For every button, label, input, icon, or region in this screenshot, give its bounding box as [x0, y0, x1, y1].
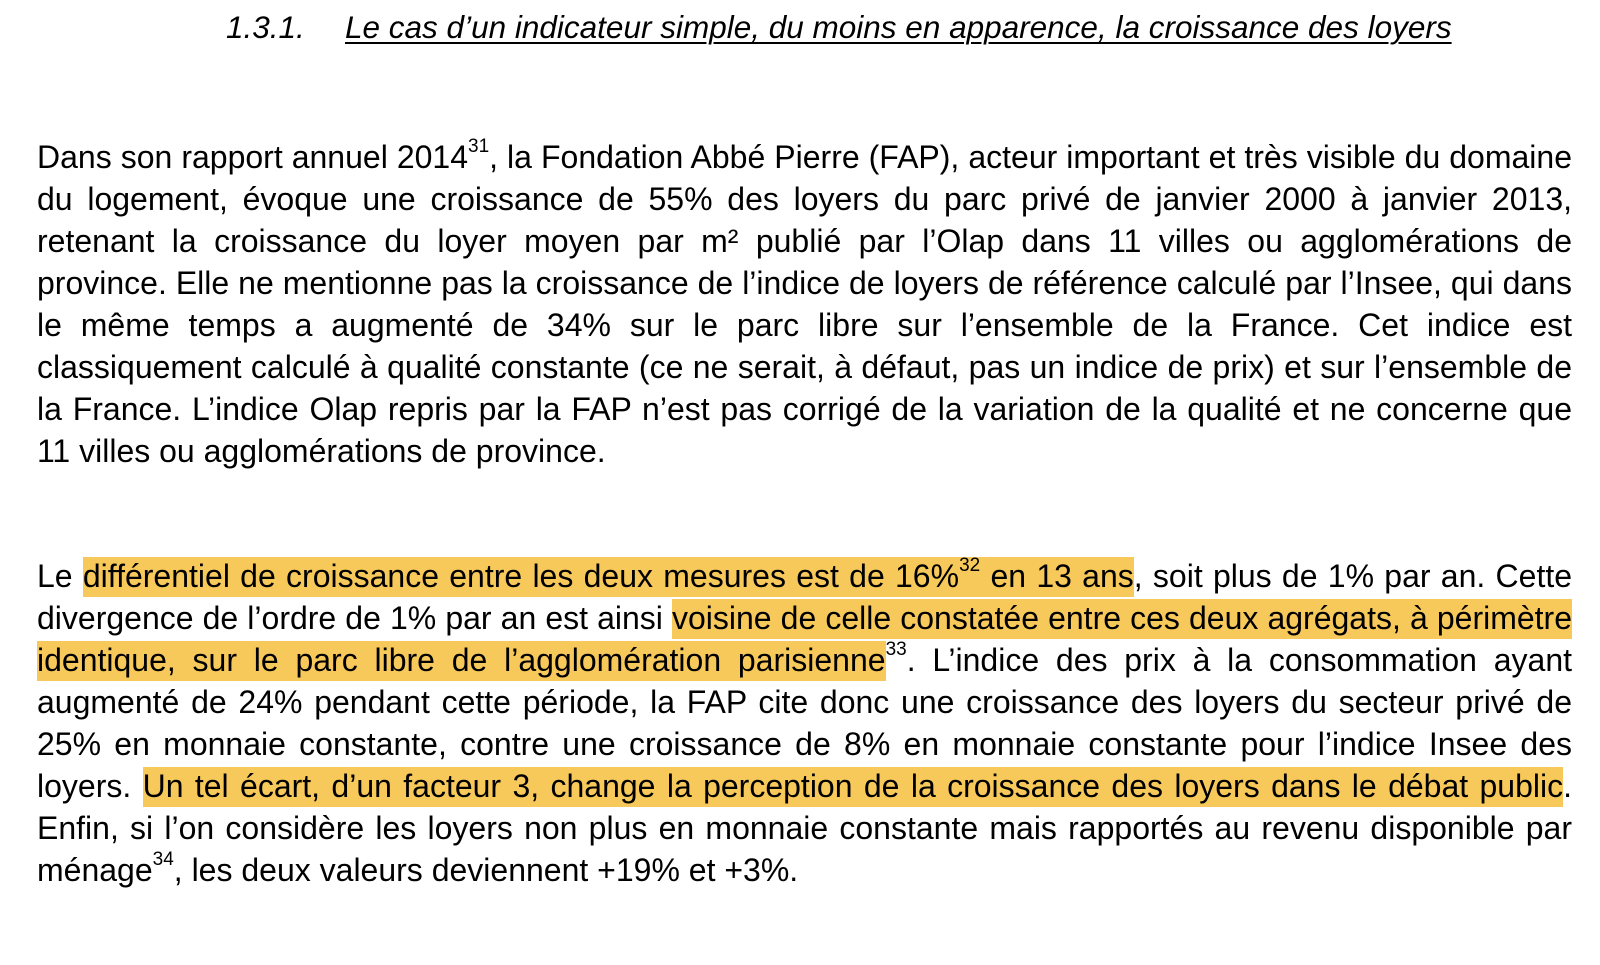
paragraph-2-text-b: , soit plus de 1% par an. Cette divergence de l’ordre de 1% par an est ainsi: [37, 558, 1573, 636]
section-heading: [226, 6, 1572, 48]
footnote-ref-33[interactable]: 33: [885, 639, 907, 661]
paragraph-2-text-a: Le: [37, 558, 83, 594]
footnote-ref-34[interactable]: 34: [152, 849, 174, 871]
highlight-differential-text: différentiel de croissance entre les deux mesures est de 16%: [82, 558, 960, 594]
paragraph-2-text-d: . Enfin, si l’on considère les loyers non plus en monnaie constante mais rapportés au revenu disponible par ménage: [37, 768, 1573, 888]
paragraph-1: [37, 136, 1572, 472]
highlight-differential: [83, 557, 1134, 597]
paragraph-2: [37, 555, 1572, 891]
highlight-factor-three: Un tel écart, d’un facteur 3, change la perception de la croissance des loyers dans le débat public: [143, 767, 1564, 807]
highlight-paris-comparison: voisine de celle constatée entre ces deux agrégats, à périmètre identique, sur le parc libre de l’agglomération parisienne: [37, 599, 1572, 681]
highlight-differential-text-end: en 13 ans: [980, 558, 1134, 594]
footnote-ref-31[interactable]: 31: [468, 136, 490, 158]
paragraph-1-text-b: , la Fondation Abbé Pierre (FAP), acteur important et très visible du domaine du logement, évoque une croissance de 55% des loyers du parc privé de janvier 2000 à janvier 2013, retenant la croissance du loyer moyen par m² publié par l’Olap dans 11 villes ou agglomérations de province. Elle ne mentionne pas la croissance de l’indice de loyers de référence calculé par l’Insee, qui dans le même temps a augmenté de 34% sur le parc libre sur l’ensemble de la France. Cet indice est classiquement calculé à qualité constante (ce ne serait, à défaut, pas un indice de prix) et sur l’ensemble de la France. L’indice Olap repris par la FAP n’est pas corrigé de la variation de la qualité et ne concerne que 11 villes ou agglomérations de province.: [37, 139, 1573, 469]
paragraph-2-text-c: . L’indice des prix à la consommation ayant augmenté de 24% pendant cette période, la FAP cite donc une croissance des loyers du secteur privé de 25% en monnaie constante, contre une croissance de 8% en monnaie constante pour l’indice Insee des loyers.: [37, 642, 1573, 804]
section-title: Le cas d’un indicateur simple, du moins en apparence, la croissance des loyers: [345, 9, 1452, 45]
footnote-ref-32[interactable]: 32: [959, 555, 981, 577]
paragraph-1-text-a: Dans son rapport annuel 2014: [37, 139, 469, 175]
section-number: 1.3.1.: [226, 9, 305, 45]
paragraph-2-text-e: , les deux valeurs deviennent +19% et +3%.: [173, 852, 799, 888]
